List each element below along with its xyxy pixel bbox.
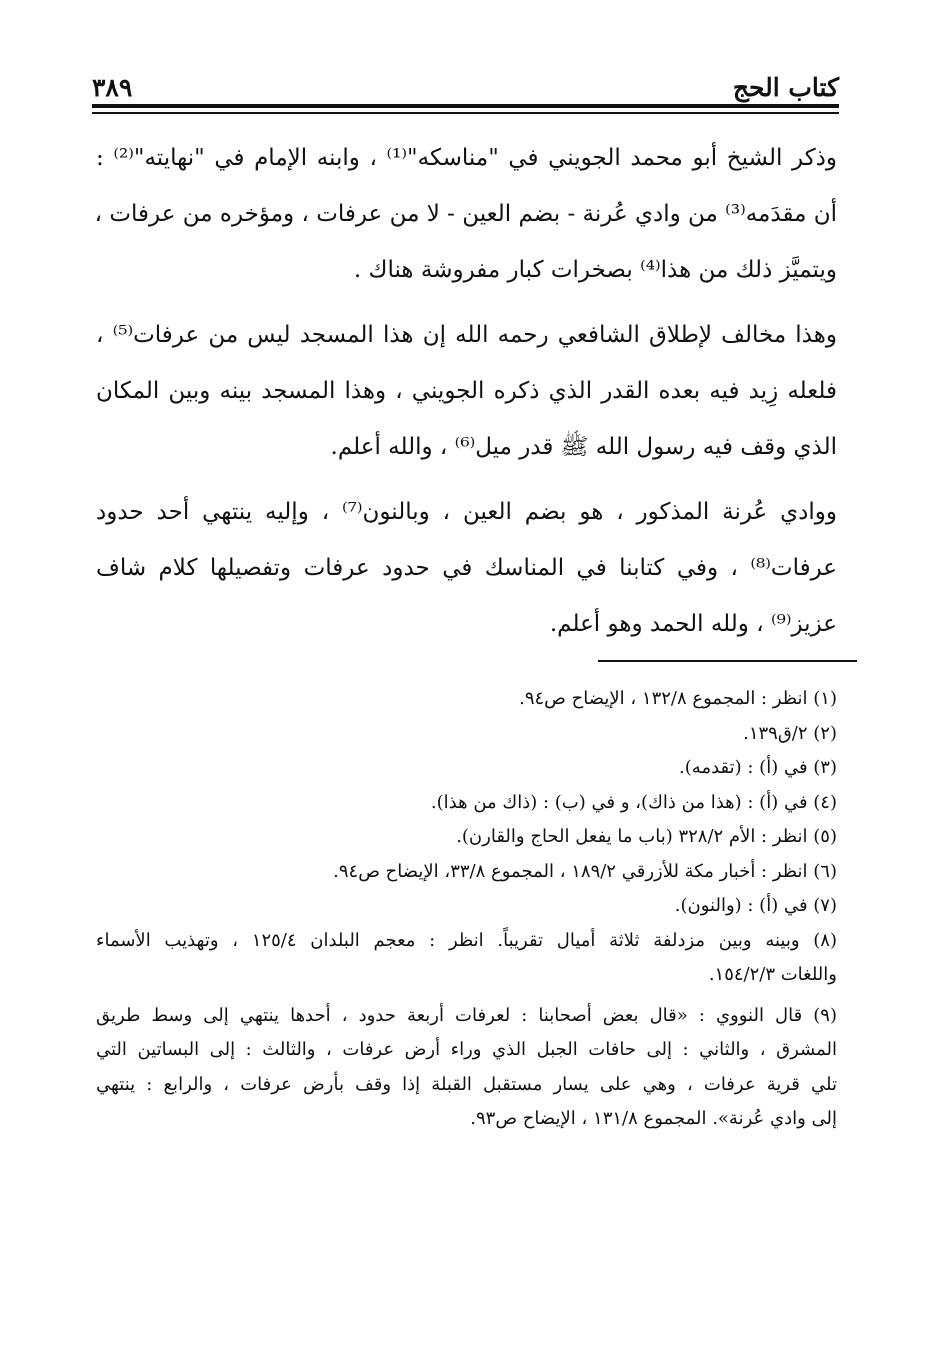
footnote-9-continued: تلي قرية عرفات ، وهي على يسار مستقبل القبلة إذا وقف بأرض عرفات ، والرابع : ينتهي [96,1073,837,1095]
text-line: عزيز⁽⁹⁾ ، ولله الحمد وهو أعلم. [549,611,837,637]
footnote-8-continued: واللغات ١٥٤/٢/٣. [708,964,837,985]
footnote-2: (٢) ٢/ق١٣٩. [743,722,837,744]
footnote-5: (٥) انظر : الأم ٣٢٨/٢ (باب ما يفعل الحاج والقارن). [456,826,837,847]
footnote-9-continued: إلى وادي عُرنة». المجموع ١٣١/٨ ، الإيضاح ص٩٣. [470,1108,837,1129]
running-header [92,66,839,102]
text-line: أن مقدَمه⁽³⁾ من وادي عُرنة - بضم العين - لا من عرفات ، ومؤخره من عرفات ، [94,201,837,227]
header-rule-thin [92,112,839,114]
text-line: عرفات⁽⁸⁾ ، وفي كتابنا في المناسك في حدود عرفات وتفصيلها كلام شاف [96,555,837,581]
footnote-3: (٣) في (أ) : (تقدمه). [679,757,837,778]
footnote-9-continued: المشرق ، والثاني : إلى حافات الجبل الذي وراء أرض عرفات ، والثالث : إلى البساتين التي [96,1039,837,1060]
text-line: فلعله زِيد فيه بعده القدر الذي ذكره الجويني ، وهذا المسجد بينه وبين المكان [96,378,837,404]
text-line: ووادي عُرنة المذكور ، هو بضم العين ، وبالنون⁽⁷⁾ ، وإليه ينتهي أحد حدود [96,499,838,525]
footnote-7: (٧) في (أ) : (والنون). [674,895,837,916]
footnote-1: (١) انظر : المجموع ١٣٢/٨ ، الإيضاح ص٩٤. [519,688,837,709]
text-line: ويتميَّز ذلك من هذا⁽⁴⁾ بصخرات كبار مفروشة هناك . [353,257,837,283]
footnote-4: (٤) في (أ) : (هذا من ذاك)، و في (ب) : (ذاك من هذا). [430,791,837,813]
footnote-separator [598,660,857,662]
text-line: الذي وقف فيه رسول الله ﷺ قدر ميل⁽⁶⁾ ، والله أعلم. [330,434,837,460]
footnote-6: (٦) انظر : أخبار مكة للأزرقي ١٨٩/٢ ، المجموع ٣٣/٨، الإيضاح ص٩٤. [333,860,837,882]
footnote-8: (٨) وبينه وبين مزدلفة ثلاثة أميال تقريباً. انظر : معجم البلدان ١٢٥/٤ ، وتهذيب الأسماء [96,929,837,951]
text-line: وذكر الشيخ أبو محمد الجويني في "مناسكه"⁽¹⁾ ، وابنه الإمام في "نهايته"⁽²⁾ : [96,145,838,171]
header-rule-thick [92,104,839,108]
page-number: ٣٨٩ [92,73,133,102]
main-text [96,130,837,652]
footnotes [96,682,837,1137]
footnote-9: (٩) قال النووي : «قال بعض أصحابنا : لعرفات أربعة حدود ، أحدها ينتهي إلى وسط طريق [96,1004,837,1026]
text-line: وهذا مخالف لإطلاق الشافعي رحمه الله إن هذا المسجد ليس من عرفات⁽⁵⁾ ، [96,322,837,348]
book-title: كتاب الحج [732,73,839,102]
